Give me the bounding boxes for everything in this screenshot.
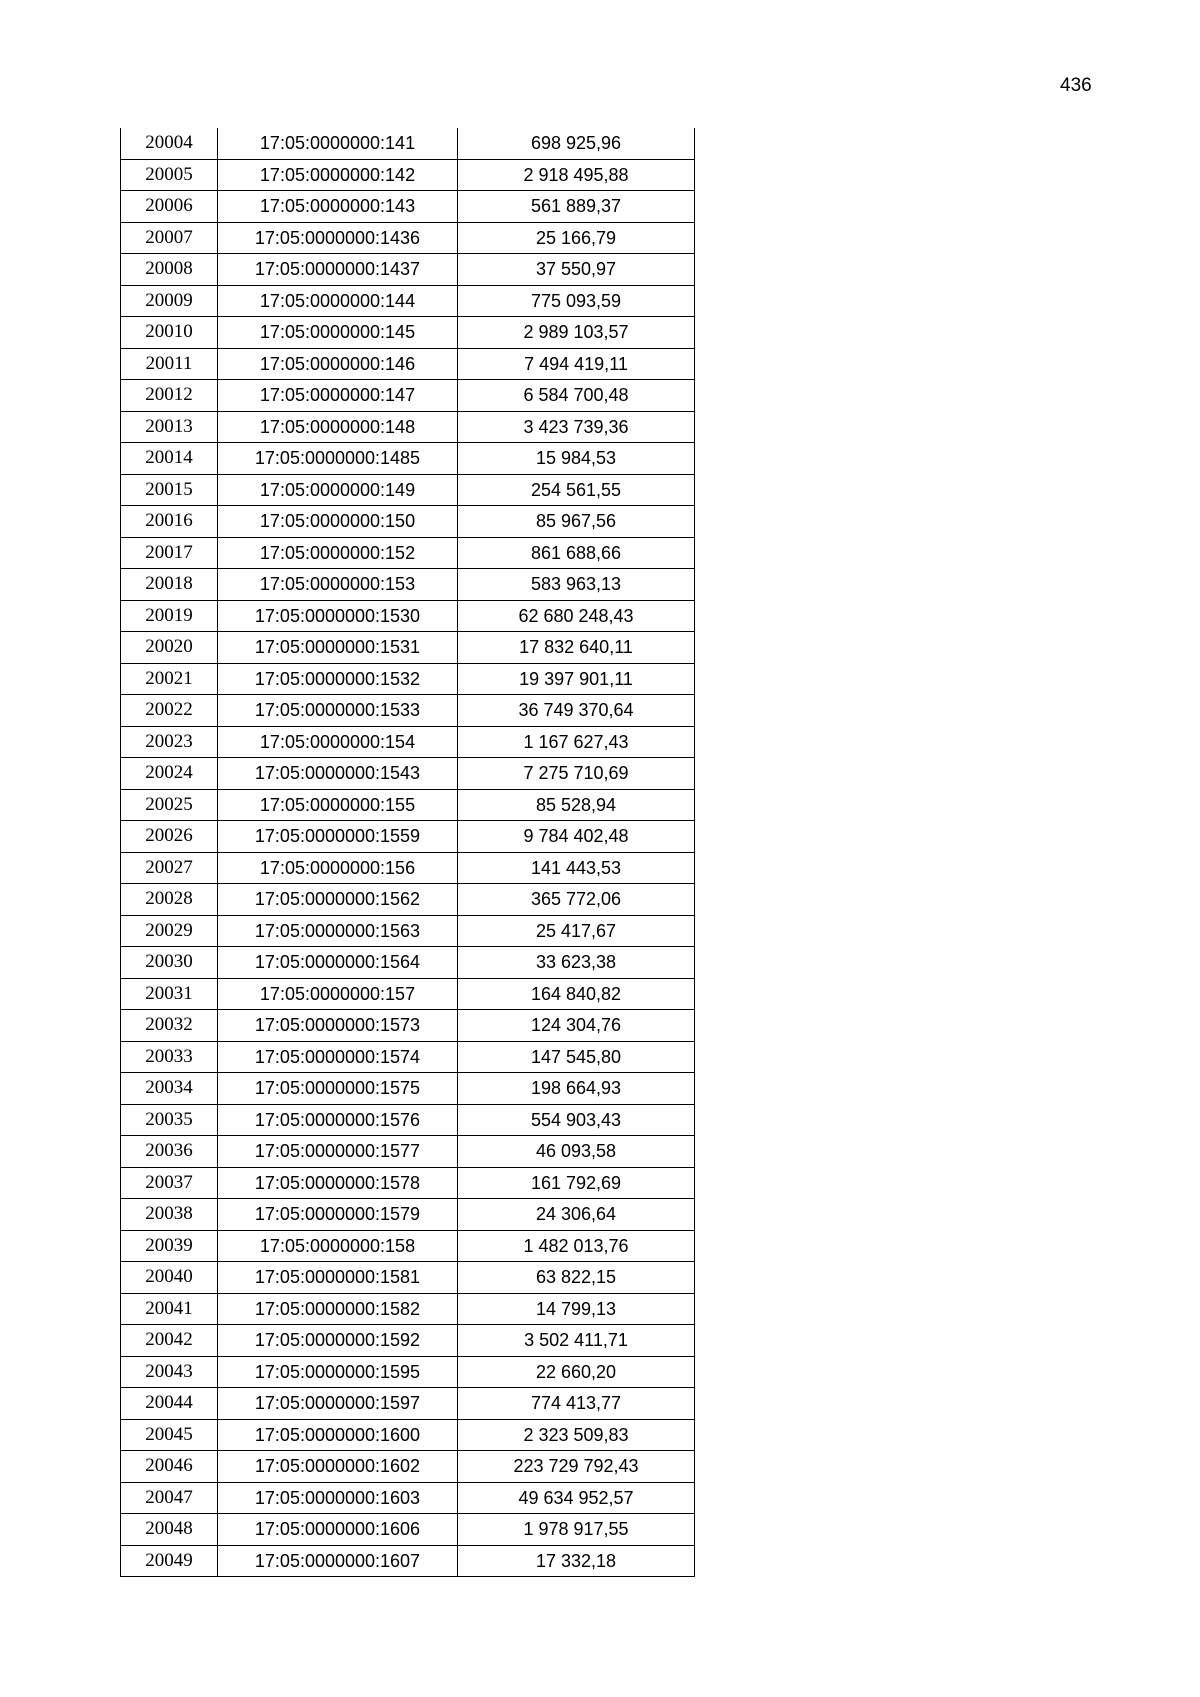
row-number-cell: 20028 (121, 884, 218, 916)
row-number-cell: 20010 (121, 317, 218, 349)
cadastral-number-cell: 17:05:0000000:1597 (218, 1388, 458, 1420)
cadastral-value-cell: 3 502 411,71 (458, 1325, 695, 1357)
table-row (121, 537, 695, 569)
cadastral-value-cell: 24 306,64 (458, 1199, 695, 1231)
cadastral-number-cell: 17:05:0000000:152 (218, 537, 458, 569)
table-row (121, 695, 695, 727)
cadastral-value-cell: 2 323 509,83 (458, 1419, 695, 1451)
table-row (121, 978, 695, 1010)
table-row (121, 821, 695, 853)
cadastral-value-cell: 14 799,13 (458, 1293, 695, 1325)
row-number-cell: 20021 (121, 663, 218, 695)
row-number-cell: 20005 (121, 159, 218, 191)
table-row (121, 600, 695, 632)
cadastral-number-cell: 17:05:0000000:1582 (218, 1293, 458, 1325)
table-row (121, 1388, 695, 1420)
table-row (121, 884, 695, 916)
table-row (121, 1136, 695, 1168)
cadastral-number-cell: 17:05:0000000:1564 (218, 947, 458, 979)
table-row (121, 1514, 695, 1546)
cadastral-number-cell: 17:05:0000000:157 (218, 978, 458, 1010)
cadastral-value-cell: 6 584 700,48 (458, 380, 695, 412)
row-number-cell: 20011 (121, 348, 218, 380)
row-number-cell: 20025 (121, 789, 218, 821)
cadastral-number-cell: 17:05:0000000:1530 (218, 600, 458, 632)
cadastral-value-cell: 15 984,53 (458, 443, 695, 475)
cadastral-value-cell: 25 417,67 (458, 915, 695, 947)
cadastral-value-cell: 1 482 013,76 (458, 1230, 695, 1262)
cadastral-value-cell: 85 967,56 (458, 506, 695, 538)
cadastral-number-cell: 17:05:0000000:154 (218, 726, 458, 758)
row-number-cell: 20019 (121, 600, 218, 632)
row-number-cell: 20029 (121, 915, 218, 947)
cadastral-number-cell: 17:05:0000000:144 (218, 285, 458, 317)
cadastral-value-cell: 49 634 952,57 (458, 1482, 695, 1514)
cadastral-value-cell: 365 772,06 (458, 884, 695, 916)
cadastral-value-cell: 774 413,77 (458, 1388, 695, 1420)
cadastral-value-cell: 561 889,37 (458, 191, 695, 223)
cadastral-value-cell: 164 840,82 (458, 978, 695, 1010)
table-row (121, 1041, 695, 1073)
row-number-cell: 20017 (121, 537, 218, 569)
table-row (121, 222, 695, 254)
cadastral-value-cell: 2 918 495,88 (458, 159, 695, 191)
table-row (121, 1199, 695, 1231)
row-number-cell: 20044 (121, 1388, 218, 1420)
cadastral-number-cell: 17:05:0000000:1603 (218, 1482, 458, 1514)
row-number-cell: 20020 (121, 632, 218, 664)
row-number-cell: 20039 (121, 1230, 218, 1262)
cadastral-value-cell: 7 494 419,11 (458, 348, 695, 380)
cadastral-number-cell: 17:05:0000000:1573 (218, 1010, 458, 1042)
row-number-cell: 20014 (121, 443, 218, 475)
row-number-cell: 20030 (121, 947, 218, 979)
cadastral-value-cell: 22 660,20 (458, 1356, 695, 1388)
table-row (121, 852, 695, 884)
cadastral-number-cell: 17:05:0000000:142 (218, 159, 458, 191)
cadastral-value-cell: 9 784 402,48 (458, 821, 695, 853)
table-row (121, 1451, 695, 1483)
cadastral-value-cell: 141 443,53 (458, 852, 695, 884)
cadastral-number-cell: 17:05:0000000:143 (218, 191, 458, 223)
row-number-cell: 20049 (121, 1545, 218, 1577)
cadastral-number-cell: 17:05:0000000:1532 (218, 663, 458, 695)
table-row (121, 128, 695, 159)
cadastral-number-cell: 17:05:0000000:147 (218, 380, 458, 412)
table-row (121, 663, 695, 695)
cadastral-value-cell: 161 792,69 (458, 1167, 695, 1199)
cadastral-number-cell: 17:05:0000000:1579 (218, 1199, 458, 1231)
cadastral-value-cell: 775 093,59 (458, 285, 695, 317)
cadastral-number-cell: 17:05:0000000:1595 (218, 1356, 458, 1388)
cadastral-number-cell: 17:05:0000000:1581 (218, 1262, 458, 1294)
row-number-cell: 20004 (121, 128, 218, 159)
cadastral-number-cell: 17:05:0000000:1437 (218, 254, 458, 286)
cadastral-number-cell: 17:05:0000000:149 (218, 474, 458, 506)
row-number-cell: 20032 (121, 1010, 218, 1042)
cadastral-value-cell: 147 545,80 (458, 1041, 695, 1073)
row-number-cell: 20037 (121, 1167, 218, 1199)
table-row (121, 1104, 695, 1136)
cadastral-number-cell: 17:05:0000000:145 (218, 317, 458, 349)
table-row (121, 1010, 695, 1042)
table-row (121, 443, 695, 475)
cadastral-number-cell: 17:05:0000000:1578 (218, 1167, 458, 1199)
cadastral-number-cell: 17:05:0000000:150 (218, 506, 458, 538)
cadastral-value-cell: 19 397 901,11 (458, 663, 695, 695)
row-number-cell: 20012 (121, 380, 218, 412)
cadastral-value-cell: 223 729 792,43 (458, 1451, 695, 1483)
cadastral-number-cell: 17:05:0000000:1533 (218, 695, 458, 727)
row-number-cell: 20040 (121, 1262, 218, 1294)
table-row (121, 254, 695, 286)
cadastral-value-cell: 3 423 739,36 (458, 411, 695, 443)
row-number-cell: 20031 (121, 978, 218, 1010)
cadastral-value-cell: 1 167 627,43 (458, 726, 695, 758)
row-number-cell: 20041 (121, 1293, 218, 1325)
cadastral-number-cell: 17:05:0000000:1576 (218, 1104, 458, 1136)
cadastral-number-cell: 17:05:0000000:1436 (218, 222, 458, 254)
cadastral-value-cell: 1 978 917,55 (458, 1514, 695, 1546)
table-row (121, 1262, 695, 1294)
cadastral-number-cell: 17:05:0000000:1559 (218, 821, 458, 853)
table-row (121, 159, 695, 191)
row-number-cell: 20048 (121, 1514, 218, 1546)
row-number-cell: 20015 (121, 474, 218, 506)
row-number-cell: 20045 (121, 1419, 218, 1451)
table-body (121, 128, 695, 1577)
row-number-cell: 20042 (121, 1325, 218, 1357)
cadastral-number-cell: 17:05:0000000:155 (218, 789, 458, 821)
cadastral-value-cell: 583 963,13 (458, 569, 695, 601)
row-number-cell: 20046 (121, 1451, 218, 1483)
row-number-cell: 20035 (121, 1104, 218, 1136)
cadastral-number-cell: 17:05:0000000:156 (218, 852, 458, 884)
cadastral-number-cell: 17:05:0000000:1575 (218, 1073, 458, 1105)
table-row (121, 1545, 695, 1577)
cadastral-value-cell: 254 561,55 (458, 474, 695, 506)
cadastral-value-cell: 85 528,94 (458, 789, 695, 821)
table-row (121, 915, 695, 947)
table-row (121, 1419, 695, 1451)
cadastral-value-cell: 25 166,79 (458, 222, 695, 254)
row-number-cell: 20034 (121, 1073, 218, 1105)
cadastral-number-cell: 17:05:0000000:1543 (218, 758, 458, 790)
table-row (121, 1356, 695, 1388)
row-number-cell: 20024 (121, 758, 218, 790)
cadastral-value-cell: 124 304,76 (458, 1010, 695, 1042)
cadastral-number-cell: 17:05:0000000:146 (218, 348, 458, 380)
row-number-cell: 20036 (121, 1136, 218, 1168)
cadastral-value-cell: 698 925,96 (458, 128, 695, 159)
cadastral-value-cell: 7 275 710,69 (458, 758, 695, 790)
cadastral-number-cell: 17:05:0000000:1531 (218, 632, 458, 664)
cadastral-number-cell: 17:05:0000000:1606 (218, 1514, 458, 1546)
cadastral-number-cell: 17:05:0000000:158 (218, 1230, 458, 1262)
table-row (121, 947, 695, 979)
cadastral-number-cell: 17:05:0000000:153 (218, 569, 458, 601)
table-row (121, 411, 695, 443)
table-row (121, 191, 695, 223)
row-number-cell: 20047 (121, 1482, 218, 1514)
row-number-cell: 20016 (121, 506, 218, 538)
table-row (121, 1073, 695, 1105)
row-number-cell: 20013 (121, 411, 218, 443)
row-number-cell: 20023 (121, 726, 218, 758)
cadastral-value-cell: 46 093,58 (458, 1136, 695, 1168)
table-row (121, 474, 695, 506)
table-row (121, 1325, 695, 1357)
row-number-cell: 20007 (121, 222, 218, 254)
row-number-cell: 20038 (121, 1199, 218, 1231)
cadastral-value-cell: 2 989 103,57 (458, 317, 695, 349)
row-number-cell: 20033 (121, 1041, 218, 1073)
table-row (121, 726, 695, 758)
table-row (121, 632, 695, 664)
cadastral-number-cell: 17:05:0000000:141 (218, 128, 458, 159)
cadastral-value-cell: 554 903,43 (458, 1104, 695, 1136)
cadastral-number-cell: 17:05:0000000:1574 (218, 1041, 458, 1073)
table-row (121, 348, 695, 380)
row-number-cell: 20026 (121, 821, 218, 853)
cadastral-value-cell: 33 623,38 (458, 947, 695, 979)
cadastral-value-cell: 861 688,66 (458, 537, 695, 569)
cadastral-number-cell: 17:05:0000000:1592 (218, 1325, 458, 1357)
table-row (121, 789, 695, 821)
table-row (121, 758, 695, 790)
page-number: 436 (1060, 75, 1092, 96)
row-number-cell: 20043 (121, 1356, 218, 1388)
table-row (121, 380, 695, 412)
cadastral-number-cell: 17:05:0000000:1602 (218, 1451, 458, 1483)
cadastral-number-cell: 17:05:0000000:148 (218, 411, 458, 443)
cadastral-number-cell: 17:05:0000000:1600 (218, 1419, 458, 1451)
cadastral-number-cell: 17:05:0000000:1485 (218, 443, 458, 475)
table-row (121, 1482, 695, 1514)
cadastral-value-cell: 17 332,18 (458, 1545, 695, 1577)
row-number-cell: 20027 (121, 852, 218, 884)
row-number-cell: 20008 (121, 254, 218, 286)
cadastral-number-cell: 17:05:0000000:1607 (218, 1545, 458, 1577)
row-number-cell: 20009 (121, 285, 218, 317)
cadastral-value-cell: 17 832 640,11 (458, 632, 695, 664)
cadastral-value-cell: 63 822,15 (458, 1262, 695, 1294)
cadastral-number-cell: 17:05:0000000:1562 (218, 884, 458, 916)
cadastral-value-cell: 36 749 370,64 (458, 695, 695, 727)
table-row (121, 1167, 695, 1199)
cadastral-number-cell: 17:05:0000000:1577 (218, 1136, 458, 1168)
cadastral-value-table (120, 128, 695, 1577)
cadastral-number-cell: 17:05:0000000:1563 (218, 915, 458, 947)
table-row (121, 317, 695, 349)
cadastral-value-cell: 198 664,93 (458, 1073, 695, 1105)
cadastral-value-cell: 62 680 248,43 (458, 600, 695, 632)
cadastral-value-cell: 37 550,97 (458, 254, 695, 286)
table-row (121, 1293, 695, 1325)
row-number-cell: 20022 (121, 695, 218, 727)
row-number-cell: 20006 (121, 191, 218, 223)
table-row (121, 1230, 695, 1262)
table-row (121, 569, 695, 601)
table-row (121, 285, 695, 317)
row-number-cell: 20018 (121, 569, 218, 601)
table-row (121, 506, 695, 538)
